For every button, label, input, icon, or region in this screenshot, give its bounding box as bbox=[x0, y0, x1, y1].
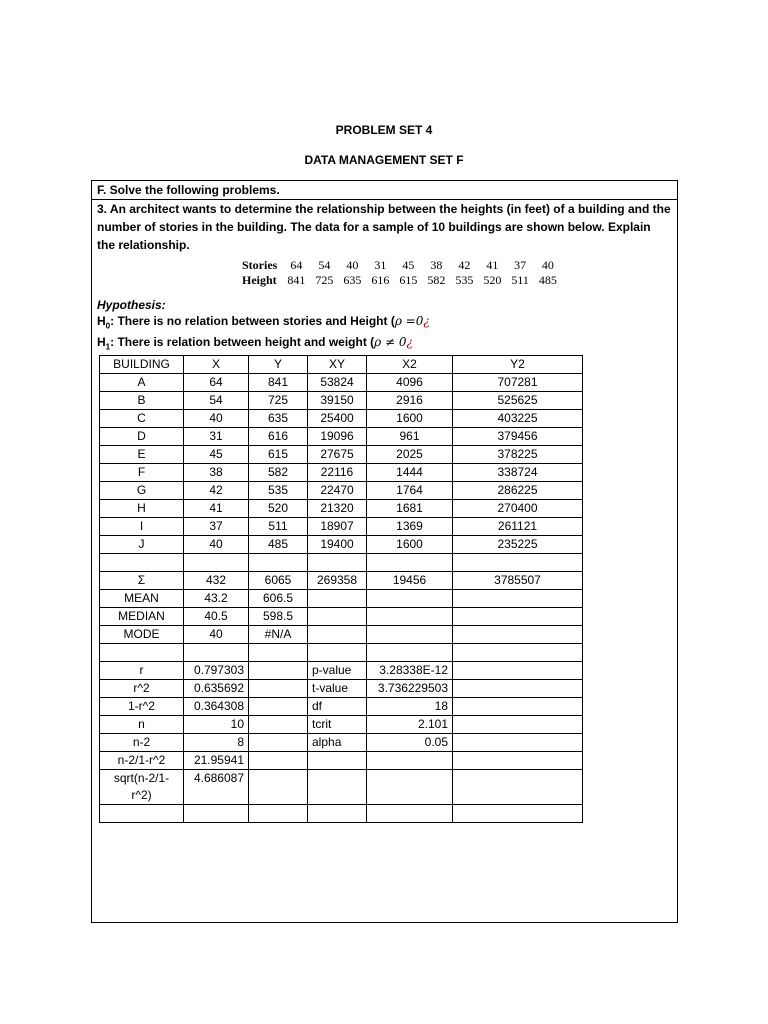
table-cell: 615 bbox=[249, 446, 308, 464]
table-cell: 403225 bbox=[453, 410, 583, 428]
table-cell: 725 bbox=[249, 392, 308, 410]
height-value: 841 bbox=[287, 273, 306, 287]
table-cell bbox=[308, 626, 367, 644]
stats-row bbox=[100, 626, 583, 644]
table-row-blank bbox=[100, 805, 583, 823]
table-cell bbox=[453, 698, 583, 716]
page-subtitle: DATA MANAGEMENT SET F bbox=[304, 153, 464, 167]
table-cell: F bbox=[100, 464, 184, 482]
table-row bbox=[100, 446, 583, 464]
table-row bbox=[100, 428, 583, 446]
result-row bbox=[100, 770, 583, 805]
table-cell bbox=[100, 644, 184, 662]
null-hypothesis: $H_0$: There is no relation between stories and Height (ρ =0¿ bbox=[97, 314, 430, 331]
table-cell: 40.5 bbox=[184, 608, 249, 626]
result-row bbox=[100, 716, 583, 734]
height-label: Height bbox=[242, 273, 277, 287]
table-cell: 64 bbox=[184, 374, 249, 392]
table-cell bbox=[453, 716, 583, 734]
table-cell: 961 bbox=[367, 428, 453, 446]
table-row bbox=[100, 464, 583, 482]
table-cell: 0.635692 bbox=[184, 680, 249, 698]
table-cell: G bbox=[100, 482, 184, 500]
table-cell: B bbox=[100, 392, 184, 410]
table-cell bbox=[453, 805, 583, 823]
table-cell: Σ bbox=[100, 572, 184, 590]
table-cell: 37 bbox=[184, 518, 249, 536]
table-cell: 27675 bbox=[308, 446, 367, 464]
table-cell bbox=[249, 662, 308, 680]
height-row bbox=[242, 273, 562, 288]
table-cell: 53824 bbox=[308, 374, 367, 392]
table-cell bbox=[308, 805, 367, 823]
table-cell: 38 bbox=[184, 464, 249, 482]
stats-row bbox=[100, 608, 583, 626]
table-cell bbox=[453, 590, 583, 608]
table-cell: 6065 bbox=[249, 572, 308, 590]
table-cell bbox=[453, 644, 583, 662]
sample-data-table bbox=[242, 258, 562, 288]
table-cell: 18 bbox=[367, 698, 453, 716]
height-value: 725 bbox=[315, 273, 334, 287]
table-cell bbox=[453, 680, 583, 698]
table-cell: n-2/1-r^2 bbox=[100, 752, 184, 770]
table-cell: 25400 bbox=[308, 410, 367, 428]
table-cell: r bbox=[100, 662, 184, 680]
table-cell bbox=[453, 752, 583, 770]
result-row bbox=[100, 752, 583, 770]
table-cell: 525625 bbox=[453, 392, 583, 410]
table-row bbox=[100, 374, 583, 392]
table-cell: XY bbox=[308, 356, 367, 374]
table-cell: 54 bbox=[184, 392, 249, 410]
table-cell: 1-r^2 bbox=[100, 698, 184, 716]
table-cell: 269358 bbox=[308, 572, 367, 590]
table-cell: 40 bbox=[184, 626, 249, 644]
stories-value: 42 bbox=[458, 258, 471, 272]
table-cell bbox=[249, 644, 308, 662]
table-cell: 1600 bbox=[367, 410, 453, 428]
table-cell bbox=[453, 608, 583, 626]
table-cell: 40 bbox=[184, 410, 249, 428]
table-cell: 31 bbox=[184, 428, 249, 446]
table-row-blank bbox=[100, 554, 583, 572]
table-cell bbox=[367, 644, 453, 662]
table-cell: 635 bbox=[249, 410, 308, 428]
table-cell: 39150 bbox=[308, 392, 367, 410]
table-cell: Y2 bbox=[453, 356, 583, 374]
table-cell: 3.28338E-12 bbox=[367, 662, 453, 680]
table-cell bbox=[367, 752, 453, 770]
table-cell: 19456 bbox=[367, 572, 453, 590]
table-cell: r^2 bbox=[100, 680, 184, 698]
table-cell: 2916 bbox=[367, 392, 453, 410]
table-cell: alpha bbox=[308, 734, 367, 752]
table-cell: 4.686087 bbox=[184, 770, 249, 805]
table-row-blank bbox=[100, 644, 583, 662]
table-row bbox=[100, 536, 583, 554]
table-cell bbox=[184, 554, 249, 572]
table-cell bbox=[453, 734, 583, 752]
result-row bbox=[100, 680, 583, 698]
height-value: 582 bbox=[427, 273, 446, 287]
stories-value: 31 bbox=[374, 258, 387, 272]
hypothesis-label: Hypothesis: bbox=[97, 298, 166, 312]
table-cell: 21.95941 bbox=[184, 752, 249, 770]
table-cell: 43.2 bbox=[184, 590, 249, 608]
table-cell: 42 bbox=[184, 482, 249, 500]
table-row bbox=[100, 482, 583, 500]
table-cell bbox=[249, 698, 308, 716]
table-cell: t-value bbox=[308, 680, 367, 698]
stories-label: Stories bbox=[242, 258, 278, 272]
table-cell bbox=[453, 626, 583, 644]
table-cell bbox=[100, 805, 184, 823]
height-value: 615 bbox=[399, 273, 418, 287]
table-cell: 18907 bbox=[308, 518, 367, 536]
table-cell bbox=[249, 770, 308, 805]
table-cell: 707281 bbox=[453, 374, 583, 392]
table-cell bbox=[308, 644, 367, 662]
table-cell: df bbox=[308, 698, 367, 716]
table-cell: I bbox=[100, 518, 184, 536]
table-cell: p-value bbox=[308, 662, 367, 680]
page-title: PROBLEM SET 4 bbox=[335, 123, 433, 137]
table-cell: 19096 bbox=[308, 428, 367, 446]
table-cell: 261121 bbox=[453, 518, 583, 536]
table-cell: #N/A bbox=[249, 626, 308, 644]
table-cell: 1444 bbox=[367, 464, 453, 482]
table-cell: 485 bbox=[249, 536, 308, 554]
alt-hypothesis: $H_1$: There is relation between height and weight (ρ ≠ 0¿ bbox=[97, 335, 413, 352]
table-cell: n bbox=[100, 716, 184, 734]
height-value: 520 bbox=[483, 273, 502, 287]
table-cell: Y bbox=[249, 356, 308, 374]
table-cell: 22470 bbox=[308, 482, 367, 500]
table-cell bbox=[249, 805, 308, 823]
table-cell: 3.736229503 bbox=[367, 680, 453, 698]
table-row bbox=[100, 410, 583, 428]
table-cell bbox=[308, 554, 367, 572]
table-cell: 606.5 bbox=[249, 590, 308, 608]
height-value: 511 bbox=[511, 273, 529, 287]
table-cell: 8 bbox=[184, 734, 249, 752]
table-cell: 379456 bbox=[453, 428, 583, 446]
table-cell: 21320 bbox=[308, 500, 367, 518]
stories-value: 40 bbox=[541, 258, 554, 272]
table-cell: C bbox=[100, 410, 184, 428]
stories-value: 40 bbox=[346, 258, 359, 272]
table-cell: E bbox=[100, 446, 184, 464]
table-header-row bbox=[100, 356, 583, 374]
table-cell bbox=[453, 662, 583, 680]
table-cell: 45 bbox=[184, 446, 249, 464]
table-cell bbox=[249, 752, 308, 770]
table-cell: 841 bbox=[249, 374, 308, 392]
table-cell: X bbox=[184, 356, 249, 374]
table-cell: 2025 bbox=[367, 446, 453, 464]
table-cell: 1764 bbox=[367, 482, 453, 500]
table-cell bbox=[184, 644, 249, 662]
result-row bbox=[100, 698, 583, 716]
table-cell: 19400 bbox=[308, 536, 367, 554]
table-cell bbox=[249, 554, 308, 572]
result-row bbox=[100, 734, 583, 752]
table-cell: 378225 bbox=[453, 446, 583, 464]
table-cell bbox=[367, 805, 453, 823]
table-cell: 1600 bbox=[367, 536, 453, 554]
table-cell: A bbox=[100, 374, 184, 392]
table-cell: 235225 bbox=[453, 536, 583, 554]
table-cell: 3785507 bbox=[453, 572, 583, 590]
height-value: 535 bbox=[455, 273, 474, 287]
height-value: 616 bbox=[371, 273, 390, 287]
table-cell: D bbox=[100, 428, 184, 446]
table-cell: tcrit bbox=[308, 716, 367, 734]
table-row bbox=[100, 518, 583, 536]
table-cell bbox=[367, 590, 453, 608]
table-cell: 1369 bbox=[367, 518, 453, 536]
table-cell: 2.101 bbox=[367, 716, 453, 734]
table-cell: 535 bbox=[249, 482, 308, 500]
table-cell bbox=[308, 770, 367, 805]
table-cell: MEDIAN bbox=[100, 608, 184, 626]
table-cell: 4096 bbox=[367, 374, 453, 392]
stats-row bbox=[100, 590, 583, 608]
table-cell: 0.05 bbox=[367, 734, 453, 752]
table-cell bbox=[367, 770, 453, 805]
table-cell bbox=[249, 680, 308, 698]
table-cell bbox=[249, 716, 308, 734]
table-cell bbox=[367, 608, 453, 626]
table-cell: 432 bbox=[184, 572, 249, 590]
stories-value: 37 bbox=[514, 258, 527, 272]
stories-value: 45 bbox=[402, 258, 415, 272]
table-cell: sqrt(n-2/1-r^2) bbox=[100, 770, 184, 805]
table-cell: 10 bbox=[184, 716, 249, 734]
table-cell bbox=[453, 770, 583, 805]
table-row bbox=[100, 500, 583, 518]
problem-box bbox=[91, 180, 678, 923]
table-cell: X2 bbox=[367, 356, 453, 374]
table-cell: 520 bbox=[249, 500, 308, 518]
table-cell: H bbox=[100, 500, 184, 518]
table-cell: n-2 bbox=[100, 734, 184, 752]
table-cell: 616 bbox=[249, 428, 308, 446]
height-value: 635 bbox=[343, 273, 362, 287]
table-cell: 270400 bbox=[453, 500, 583, 518]
table-cell: MODE bbox=[100, 626, 184, 644]
table-row bbox=[100, 392, 583, 410]
table-cell: 511 bbox=[249, 518, 308, 536]
stories-value: 54 bbox=[318, 258, 331, 272]
stories-value: 64 bbox=[290, 258, 303, 272]
table-cell: 338724 bbox=[453, 464, 583, 482]
table-cell bbox=[367, 554, 453, 572]
table-cell: MEAN bbox=[100, 590, 184, 608]
table-cell: 582 bbox=[249, 464, 308, 482]
table-cell: 0.364308 bbox=[184, 698, 249, 716]
sum-row bbox=[100, 572, 583, 590]
result-row bbox=[100, 662, 583, 680]
table-cell: BUILDING bbox=[100, 356, 184, 374]
table-cell: 41 bbox=[184, 500, 249, 518]
table-cell bbox=[367, 626, 453, 644]
table-cell bbox=[100, 554, 184, 572]
table-cell bbox=[308, 608, 367, 626]
stories-value: 38 bbox=[430, 258, 443, 272]
problem-text: 3. An architect wants to determine the relationship between the heights (in feet) of a building and the number of stories in the building. The data for a sample of 10 buildings are shown below. Explain the relationship. bbox=[97, 202, 671, 252]
table-cell: 1681 bbox=[367, 500, 453, 518]
table-cell: 0.797303 bbox=[184, 662, 249, 680]
table-cell: 22116 bbox=[308, 464, 367, 482]
table-cell bbox=[308, 752, 367, 770]
stories-row bbox=[242, 258, 562, 273]
calculation-table bbox=[99, 355, 583, 823]
table-cell bbox=[308, 590, 367, 608]
table-cell: 286225 bbox=[453, 482, 583, 500]
table-cell bbox=[184, 805, 249, 823]
table-cell bbox=[453, 554, 583, 572]
table-cell bbox=[249, 734, 308, 752]
table-cell: J bbox=[100, 536, 184, 554]
stories-value: 41 bbox=[486, 258, 499, 272]
height-value: 485 bbox=[538, 273, 557, 287]
table-cell: 598.5 bbox=[249, 608, 308, 626]
section-heading: F. Solve the following problems. bbox=[92, 181, 677, 200]
hypothesis-block bbox=[92, 297, 677, 356]
table-cell: 40 bbox=[184, 536, 249, 554]
